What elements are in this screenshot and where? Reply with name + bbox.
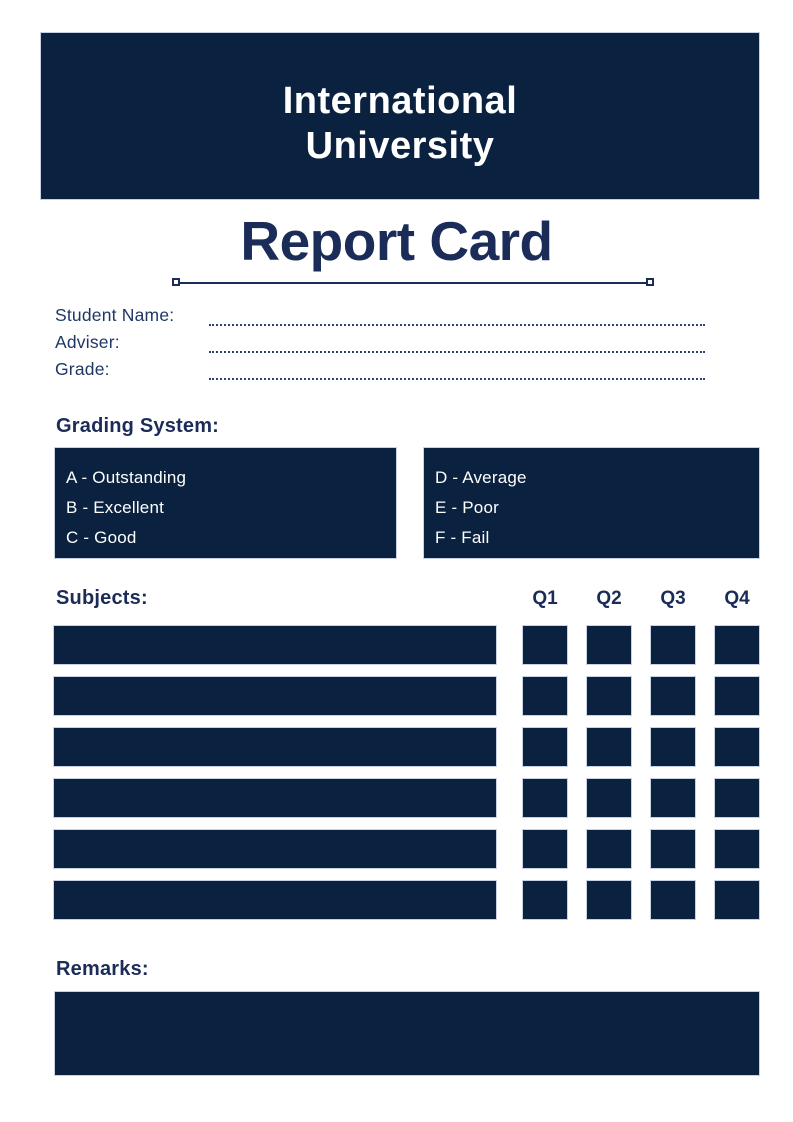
subject-name-bar[interactable] [53, 625, 497, 665]
grade-square-q3[interactable] [650, 676, 696, 716]
student-name-field-row [55, 303, 705, 327]
university-name-line2: University [305, 125, 495, 167]
adviser-input-line[interactable] [209, 351, 705, 353]
university-name [283, 79, 518, 169]
grading-box-left [54, 447, 397, 559]
grading-item-c: C - Good [66, 528, 137, 547]
subject-name-bar[interactable] [53, 727, 497, 767]
subject-row [53, 880, 760, 920]
quarter-header-q4: Q4 [724, 588, 750, 609]
grade-input-line[interactable] [209, 378, 705, 380]
quarter-header-q3: Q3 [660, 588, 686, 609]
subject-row [53, 625, 760, 665]
grade-square-q1[interactable] [522, 778, 568, 818]
subject-name-bar[interactable] [53, 778, 497, 818]
grade-square-q4[interactable] [714, 625, 760, 665]
remarks-input-box[interactable] [54, 991, 760, 1076]
quarter-header-q1: Q1 [532, 588, 558, 609]
grade-square-q2[interactable] [586, 880, 632, 920]
grade-square-q2[interactable] [586, 778, 632, 818]
grade-square-q2[interactable] [586, 727, 632, 767]
grade-square-q3[interactable] [650, 625, 696, 665]
student-name-label: Student Name: [55, 305, 175, 325]
quarter-header-q2: Q2 [596, 588, 622, 609]
grade-square-q1[interactable] [522, 676, 568, 716]
grade-square-q3[interactable] [650, 778, 696, 818]
subject-row [53, 778, 760, 818]
subject-row [53, 676, 760, 716]
grade-square-q1[interactable] [522, 829, 568, 869]
grade-square-q2[interactable] [586, 625, 632, 665]
grading-system-heading: Grading System: [56, 415, 220, 437]
grade-square-q3[interactable] [650, 880, 696, 920]
grade-square-q1[interactable] [522, 625, 568, 665]
grading-item-e: E - Poor [435, 498, 499, 517]
subjects-heading: Subjects: [56, 587, 148, 609]
grading-box-right [423, 447, 760, 559]
adviser-field-row [55, 330, 705, 354]
grade-square-q3[interactable] [650, 829, 696, 869]
grade-square-q4[interactable] [714, 676, 760, 716]
grade-label: Grade: [55, 359, 110, 379]
grade-square-q4[interactable] [714, 829, 760, 869]
grading-item-f: F - Fail [435, 528, 490, 547]
grading-item-b: B - Excellent [66, 498, 165, 517]
page-title: Report Card [240, 210, 553, 272]
title-divider [176, 282, 650, 284]
grade-square-q2[interactable] [586, 676, 632, 716]
grading-item-d: D - Average [435, 468, 527, 487]
university-name-line1: International [282, 80, 518, 122]
grade-square-q1[interactable] [522, 727, 568, 767]
grade-square-q3[interactable] [650, 727, 696, 767]
subject-name-bar[interactable] [53, 676, 497, 716]
subject-name-bar[interactable] [53, 829, 497, 869]
grade-square-q4[interactable] [714, 727, 760, 767]
adviser-label: Adviser: [55, 332, 120, 352]
grade-field-row [55, 357, 705, 381]
subject-name-bar[interactable] [53, 880, 497, 920]
subject-row [53, 727, 760, 767]
grade-square-q2[interactable] [586, 829, 632, 869]
subjects-grid [53, 625, 760, 931]
grade-square-q4[interactable] [714, 880, 760, 920]
divider-handle-left-icon [172, 278, 180, 286]
grade-square-q4[interactable] [714, 778, 760, 818]
subject-row [53, 829, 760, 869]
university-banner [40, 32, 760, 200]
grading-item-a: A - Outstanding [66, 468, 187, 487]
divider-handle-right-icon [646, 278, 654, 286]
grade-square-q1[interactable] [522, 880, 568, 920]
remarks-heading: Remarks: [56, 958, 149, 980]
student-name-input-line[interactable] [209, 324, 705, 326]
